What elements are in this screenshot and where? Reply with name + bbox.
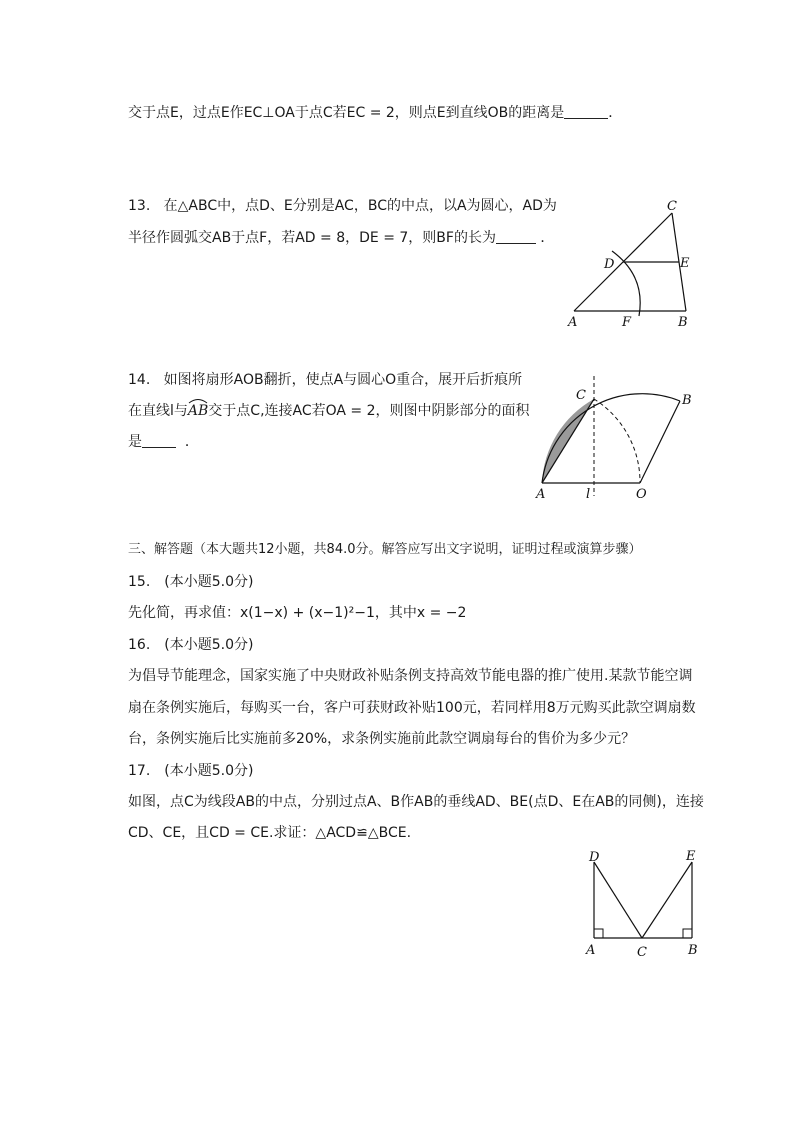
q14-line1: 如图将扇形AOB翻折，使点A与圆心O重合，展开后折痕所 [163,372,523,388]
q13-label-A: A [568,315,578,330]
q13-arc-DF [612,251,640,316]
q14-text-line3 [128,432,199,452]
q17-seg-EC [642,862,692,938]
q16-line2: 扇在条例实施后，每购买一台，客户可获财政补贴100元，若同样用8万元购买此款空调扇数 [128,700,696,716]
q17-figure [580,848,704,960]
q14-label-C: C [576,388,586,403]
q17-label-A: A [586,943,596,958]
q14-end: ． [184,434,199,450]
q16-line3: 台，条例实施后比实施前多20%，求条例实施前此款空调扇每台的售价为多少元？ [128,731,636,747]
q16-line1: 为倡导节能理念，国家实施了中央财政补贴条例支持高效节能电器的推广使用.某款节能空调 [128,668,693,684]
section3-heading: 三、解答题（本大题共12小题，共84.0分。解答应写出文字说明，证明过程或演算步骤） [128,542,642,557]
q13-text-line2 [128,228,554,248]
q13-number: 13. [128,198,151,214]
q17-label-B: B [688,943,698,958]
q13-label-C: C [667,199,677,214]
q14-dashed-arc [594,399,640,483]
q13-label-E: E [680,256,690,271]
q14-answer-blank [142,433,176,448]
q12-answer-blank [564,104,608,119]
q13-end: ． [540,230,555,246]
q14-label-A: A [536,487,546,502]
q14-text-line1 [128,370,522,390]
q13-figure [560,196,700,336]
q17-right-angle-B [683,929,692,938]
q12-end: ． [608,105,623,121]
q17-seg-DC [594,862,642,938]
q17-right-angle-A [594,929,603,938]
arc-symbol-icon [188,398,208,404]
q13-label-B: B [678,315,688,330]
q14-number: 14. [128,372,151,388]
q13-answer-blank [496,229,536,244]
q13-label-D: D [604,257,615,272]
q15-body: 先化简，再求值：x(1−x) + (x−1)²−1，其中x = −2 [128,605,467,621]
q14-label-l: l [586,487,591,502]
q14-line3: 是 [128,434,142,450]
q14-arc-ab: AB [188,401,208,421]
q14-line2a: 在直线l与 [128,403,188,419]
q14-label-O: O [636,487,647,502]
q17-line2: CD、CE，且CD = CE.求证：△ACD≌△BCE. [128,825,412,841]
q17-label-C: C [637,945,647,960]
q17-label-D: D [589,850,600,865]
q14-seg-OB [640,401,680,483]
q17-header: 17. (本小题5.0分) [128,763,254,779]
q13-line2: 半径作圆弧交AB于点F，若AD = 8，DE = 7，则BF的长为 [128,230,496,246]
q13-text-line1 [128,196,557,216]
q13-line1: 在△ABC中，点D、E分别是AC，BC的中点，以A为圆心，AD为 [163,198,557,214]
q14-line2b: 交于点C,连接AC若OA = 2，则图中阴影部分的面积 [208,403,530,419]
q12-text [128,103,622,123]
q14-figure [532,372,702,502]
q16-header: 16. (本小题5.0分) [128,637,254,653]
q15-header: 15. (本小题5.0分) [128,574,254,590]
q12-line1: 交于点E，过点E作EC⊥OA于点C若EC = 2，则点E到直线OB的距离是 [128,105,565,121]
q17-label-E: E [686,849,696,864]
q14-label-B: B [682,393,692,408]
q14-text-line2 [128,401,530,421]
q17-line1: 如图，点C为线段AB的中点，分别过点A、B作AB的垂线AD、BE(点D、E在AB的同侧)，连接 [128,794,704,810]
q13-label-F: F [622,315,632,330]
q14-seg-AC [542,399,594,483]
